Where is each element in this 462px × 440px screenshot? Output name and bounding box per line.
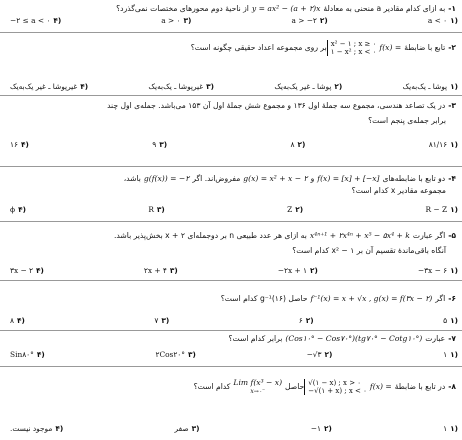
option-value: ۹ xyxy=(152,140,157,149)
option-value: ۱ xyxy=(443,350,448,359)
limit-expression xyxy=(233,378,282,395)
question-text: تابع با ضابطهٔ xyxy=(404,43,446,52)
option-value: a < ۰ xyxy=(427,16,448,25)
divider xyxy=(0,32,462,33)
question-text: آنگاه باقی‌ماندهٔ تقسیم آن بر x² − ۱ کدام است؟ xyxy=(292,246,446,255)
equation: g(x) = x² + x − ۲ xyxy=(243,174,308,183)
option[interactable] xyxy=(10,424,63,434)
divider xyxy=(0,166,462,167)
option[interactable] xyxy=(443,350,458,360)
option-number: (۱ xyxy=(450,140,458,149)
option[interactable] xyxy=(144,266,178,276)
option-number: (۲ xyxy=(297,140,306,149)
option[interactable] xyxy=(161,16,191,26)
option[interactable] xyxy=(287,205,303,215)
question-number: ۴- xyxy=(448,174,456,183)
limit-text: Lim f(x³ − x) xyxy=(233,378,283,387)
piecewise-brace xyxy=(327,40,377,56)
option[interactable] xyxy=(152,140,167,150)
question-number: ۷- xyxy=(448,334,456,343)
option[interactable] xyxy=(10,205,26,215)
option[interactable] xyxy=(307,350,333,360)
option-number: (۴ xyxy=(80,82,89,91)
option[interactable] xyxy=(175,424,200,434)
piecewise-brace xyxy=(304,379,367,395)
option[interactable] xyxy=(148,205,164,215)
option-value: ۵ xyxy=(443,316,448,325)
question-1 xyxy=(4,4,456,14)
question-text: حاصل xyxy=(285,381,305,391)
option[interactable] xyxy=(403,82,458,92)
option-value: −۲x + ۱ xyxy=(277,266,307,275)
question-text: برابر جمله‌ی پنجم است؟ xyxy=(368,116,446,125)
option-value: a > ۰ xyxy=(161,16,181,25)
piece: √(۱ − x) ; x > ۰ xyxy=(308,378,362,387)
option[interactable] xyxy=(10,316,25,326)
option-number: (۳ xyxy=(187,350,196,359)
option[interactable] xyxy=(290,140,305,150)
option-number: (۴ xyxy=(17,316,25,325)
option-value: −۳x − ۶ xyxy=(417,266,448,275)
question-text: مفروض‌اند. اگر xyxy=(192,174,241,183)
option-number: (۳ xyxy=(169,266,178,275)
question-text: در یک تصاعد هندسی، مجموع سه جملهٔ اول ۱۳۶ و مجموع شش جملهٔ اول آن ۱۵۳ می‌باشد. جمله‌ی اول چند xyxy=(107,101,446,110)
option-value: −۲ ≤ a < ۰ xyxy=(10,16,51,25)
equation: (Cos۱۰° − Cos۷۰°)(tg۷۰° − Cotg۱۰°) xyxy=(285,334,423,343)
question-text: مجموعه مقادیر x کدام است؟ xyxy=(351,186,446,195)
option-value: a > −۲ xyxy=(291,16,317,25)
question-number: ۵- xyxy=(448,231,456,240)
equation: f(x) = [x] + [−x] xyxy=(317,174,380,183)
option-value: R − Z xyxy=(425,205,448,214)
option-number: (۴ xyxy=(20,140,29,149)
option[interactable] xyxy=(10,266,44,276)
function-label: f(x) = xyxy=(379,43,402,52)
option-number: (۴ xyxy=(18,205,26,214)
options-q1 xyxy=(0,16,462,26)
options-q6 xyxy=(0,316,462,326)
function-label: f(x) = xyxy=(369,381,392,391)
option[interactable] xyxy=(311,424,332,434)
option-number: (۲ xyxy=(324,350,333,359)
options-q4 xyxy=(0,205,462,215)
option[interactable] xyxy=(426,205,459,215)
question-text: کدام است؟ xyxy=(193,381,231,391)
option-value: −۱ xyxy=(310,424,321,433)
question-5 xyxy=(4,231,456,256)
question-7 xyxy=(4,334,456,344)
option-value: ۷ xyxy=(154,316,159,325)
option-value: ۱ xyxy=(443,424,448,433)
equation: g(f(x)) = −۲ xyxy=(143,174,190,183)
option-value: ۲x + ۴ xyxy=(143,266,167,275)
question-text: عبارت xyxy=(425,334,446,343)
option-number: (۲ xyxy=(295,205,304,214)
question-text: اگر xyxy=(435,294,446,303)
option[interactable] xyxy=(10,350,45,360)
option-value: ۸ xyxy=(290,140,295,149)
options-q3 xyxy=(0,140,462,150)
option-value: موجود نیست. xyxy=(10,424,53,433)
option[interactable] xyxy=(274,82,342,92)
question-number: ۳- xyxy=(448,101,456,110)
option[interactable] xyxy=(10,82,88,92)
option-value: غیرپوشا ـ غیر یک‌به‌یک xyxy=(10,82,78,91)
question-2 xyxy=(4,40,456,56)
option-number: (۲ xyxy=(310,266,318,275)
option-value: ۸ xyxy=(10,316,15,325)
option-value: ۲Cos۲۰° xyxy=(155,350,185,359)
option[interactable] xyxy=(299,316,314,326)
option-number: (۳ xyxy=(156,205,165,214)
option-value: Z xyxy=(287,205,293,214)
question-number: ۸- xyxy=(448,381,456,391)
question-number: ۲- xyxy=(448,43,456,52)
option-number: (۱ xyxy=(450,266,458,275)
piece: −√(۱ + x) ; x < ۰ xyxy=(308,386,367,395)
question-number: ۶- xyxy=(448,294,456,303)
question-text: دو تابع با ضابطه‌های xyxy=(382,174,446,183)
question-text: به ازای هر عدد طبیعی n بر دوجمله‌ای x + ۲ بخش‌پذیر باشد. xyxy=(114,231,307,240)
equation: x⁴ⁿ⁺¹ + ۲x⁴ⁿ + x⁵ − ۵x⁴ + k xyxy=(309,231,410,240)
option[interactable] xyxy=(10,16,61,26)
option-number: (۱ xyxy=(450,316,458,325)
option-number: (۳ xyxy=(161,316,170,325)
question-text: برابر کدام است؟ xyxy=(228,334,283,343)
piece: ۱ − x² ; x < ۰ xyxy=(330,48,377,56)
option-number: (۱ xyxy=(450,82,458,91)
option-number: (۱ xyxy=(450,424,458,433)
question-text: بر روی مجموعه اعداد حقیقی چگونه است؟ xyxy=(190,43,327,52)
question-4 xyxy=(4,174,456,196)
option[interactable] xyxy=(148,82,214,92)
option-number: (۲ xyxy=(305,316,314,325)
question-text: اگر عبارت xyxy=(412,231,446,240)
option-number: (۴ xyxy=(36,266,44,275)
option-value: صفر xyxy=(174,424,189,433)
divider xyxy=(0,366,462,367)
divider xyxy=(0,330,462,331)
option-value: پوشا ـ غیر یک‌به‌یک xyxy=(274,82,332,91)
option-value: Sin۸۰° xyxy=(10,350,34,359)
question-8 xyxy=(4,378,456,395)
option-number: (۱ xyxy=(450,16,458,25)
question-text: باشد، xyxy=(123,174,141,183)
equation: y = ax² − (a + ۲)x xyxy=(251,4,321,13)
option-number: (۴ xyxy=(36,350,45,359)
option-value: R xyxy=(148,205,154,214)
question-6 xyxy=(4,294,456,304)
option-number: (۱ xyxy=(450,350,458,359)
question-text: حاصل g⁻¹(۱۶) کدام است؟ xyxy=(220,294,308,303)
option-number: (۱ xyxy=(450,205,458,214)
option-value: ۶ xyxy=(298,316,303,325)
question-text: و xyxy=(310,174,315,183)
divider xyxy=(0,280,462,281)
option[interactable] xyxy=(155,350,195,360)
option-value: غیرپوشا ـ یک‌به‌یک xyxy=(148,82,204,91)
option[interactable] xyxy=(154,316,169,326)
option-number: (۳ xyxy=(159,140,168,149)
option[interactable] xyxy=(428,16,458,26)
divider xyxy=(0,95,462,96)
option[interactable] xyxy=(429,140,458,150)
option[interactable] xyxy=(10,140,29,150)
option-number: (۴ xyxy=(53,16,62,25)
option-value: پوشا ـ یک‌به‌یک xyxy=(402,82,448,91)
options-q7 xyxy=(0,350,462,360)
option-value: −√۳ xyxy=(306,350,322,359)
option[interactable] xyxy=(443,316,458,326)
question-text: در تابع با ضابطهٔ xyxy=(394,381,446,391)
options-q5 xyxy=(0,266,462,276)
option-value: ϕ xyxy=(10,205,16,214)
options-q8 xyxy=(0,424,462,434)
question-number: ۱- xyxy=(448,4,456,13)
piece: x² − ۱ ; x ≥ ۰ xyxy=(330,40,377,48)
option[interactable] xyxy=(278,266,318,276)
option-value: ۱۶ xyxy=(10,140,18,149)
option-number: (۳ xyxy=(206,82,215,91)
option-number: (۳ xyxy=(183,16,192,25)
option[interactable] xyxy=(291,16,327,26)
option-value: ۸۱/۱۶ xyxy=(428,140,448,149)
option-value: ۳x − ۲ xyxy=(10,266,34,275)
limit-subscript: x→۰⁻ xyxy=(250,388,266,395)
question-text: به ازای کدام مقادیر a منحنی به معادلهٔ xyxy=(323,4,446,13)
options-q2 xyxy=(0,82,462,92)
option[interactable] xyxy=(443,424,458,434)
option[interactable] xyxy=(418,266,458,276)
divider xyxy=(0,221,462,222)
option-number: (۴ xyxy=(55,424,64,433)
option-number: (۳ xyxy=(191,424,200,433)
option-number: (۲ xyxy=(334,82,343,91)
question-3 xyxy=(4,101,456,126)
option-number: (۲ xyxy=(319,16,328,25)
question-text: از ناحیهٔ دوم محورهای مختصات نمی‌گذرد؟ xyxy=(116,4,249,13)
option-number: (۲ xyxy=(323,424,332,433)
equation: f⁻¹(x) = x + √x , g(x) = f(۳x − ۲) xyxy=(310,294,433,303)
